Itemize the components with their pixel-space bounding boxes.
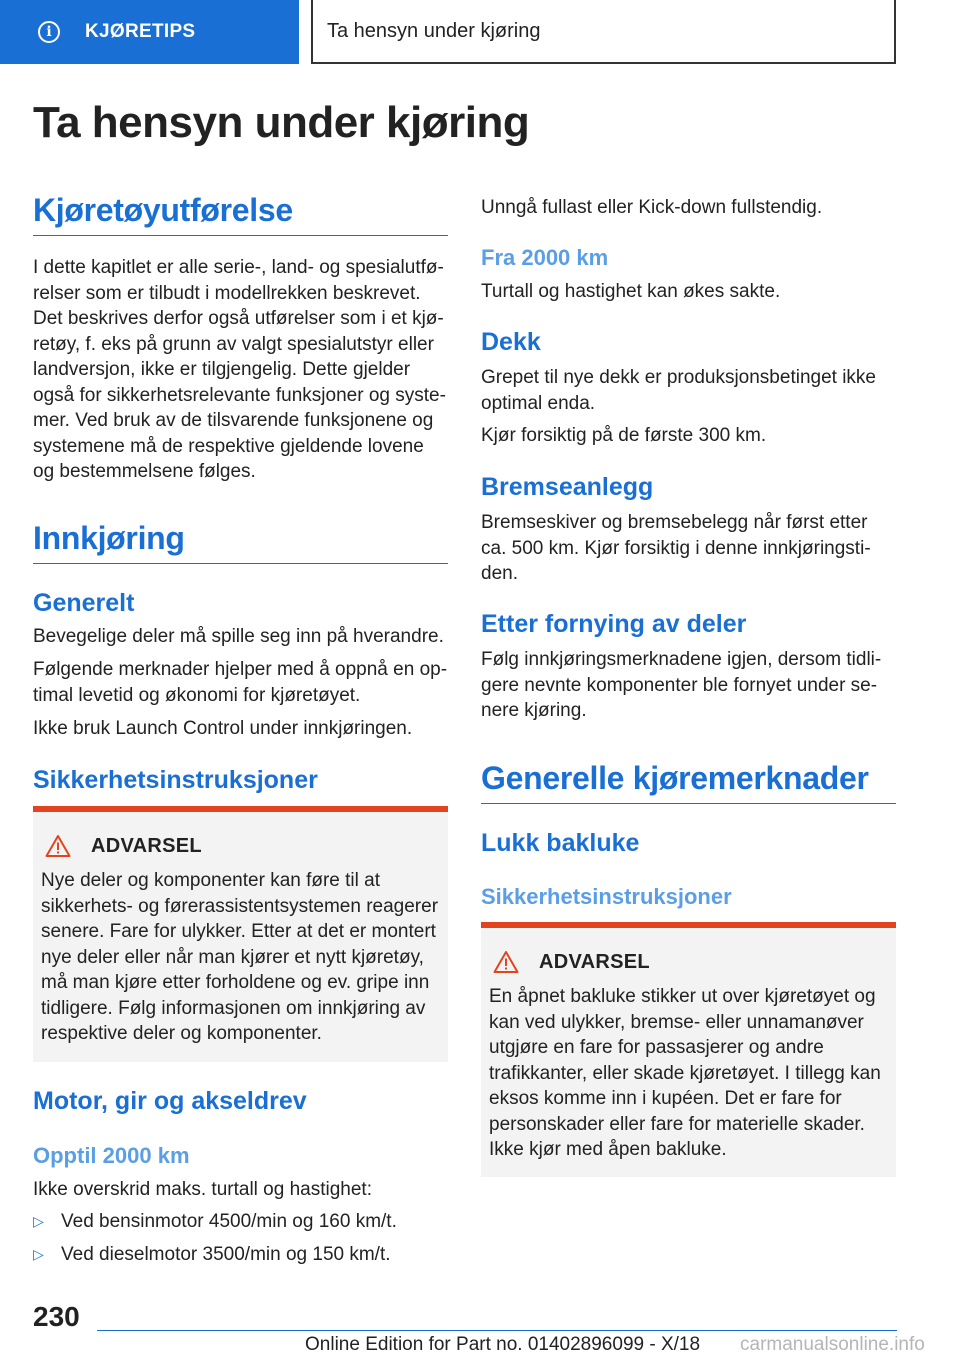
heading-opptil: Opptil 2000 km — [33, 1143, 190, 1168]
list-item: ▷ Ved bensinmotor 4500/min og 160 km/t. — [33, 1209, 448, 1235]
warning-label: ADVARSEL — [539, 950, 650, 973]
warning-box — [481, 922, 896, 1177]
paragraph-kjoretoyutforelse: I dette kapitlet er alle serie-, land- og spesialutførelser som er tilbudt i modellrekken beskrevet. Det beskrives derfor også utførelser som i et kjøretøy, f. eks på grunn av valgt spesialutstyr eller landversjon, ikke er tilgjengelig. Dette gjelder også for sikkerhetsrelevante funksjoner og systemer. Ved bruk av de tilsvarende funksjonene og systemene må de respektive gjeldende lovene og bestemmelsene følges. — [33, 257, 446, 482]
paragraph-intro: Unngå fullast eller Kick-down fullstendig. — [481, 197, 823, 218]
bullet-triangle-icon: ▷ — [33, 1246, 44, 1262]
chapter-tab[interactable] — [0, 0, 299, 64]
warning-label: ADVARSEL — [91, 834, 202, 857]
info-icon: i — [38, 21, 60, 43]
paragraph-generelt-3: Ikke bruk Launch Control under innkjøringen. — [33, 718, 413, 739]
section-title-box: Ta hensyn under kjøring — [311, 0, 896, 64]
heading-sikkerhetsinstruksjoner: Sikkerhetsinstruksjoner — [33, 766, 318, 794]
heading-fra-2000: Fra 2000 km — [481, 245, 609, 270]
footer-divider — [97, 1330, 897, 1331]
heading-etter-fornying: Etter fornying av deler — [481, 610, 747, 638]
heading-motor: Motor, gir og akseldrev — [33, 1087, 307, 1115]
heading-generelle: Generelle kjøremerknader — [481, 760, 896, 804]
paragraph-generelt-1: Bevegelige deler må spille seg inn på hverandre. — [33, 626, 444, 647]
heading-kjoretoyutforelse: Kjøretøyutførelse — [33, 192, 448, 236]
warning-box — [33, 806, 448, 1062]
heading-sikkerhetsinstruksjoner-2: Sikkerhetsinstruksjoner — [481, 884, 732, 909]
warning-text: En åpnet bakluke stikker ut over kjøretøyet og kan ved ulykker, bremse- eller unnamanøver utgjøre en fare for passasjerer og andre trafikkanter, eller skade kjøretøyet. I tillegg kan eksos komme inn i kupéen. Det er fare for personskader eller fare for materielle skader. Ikke kjør med åpen bakluke. — [489, 986, 881, 1160]
heading-innkjoring: Innkjøring — [33, 520, 448, 564]
paragraph-opptil: Ikke overskrid maks. turtall og hastighet: — [33, 1179, 372, 1200]
paragraph-etter-fornying: Følg innkjøringsmerknadene igjen, dersom tidligere nevnte komponenter ble fornyet under senere kjøring. — [481, 649, 882, 721]
warning-triangle-icon — [45, 834, 71, 858]
heading-generelt: Generelt — [33, 589, 135, 617]
paragraph-fra-2000: Turtall og hastighet kan økes sakte. — [481, 281, 781, 302]
page-title: Ta hensyn under kjøring — [33, 98, 530, 147]
page-number: 230 — [33, 1301, 80, 1332]
footer-watermark: carmanualsonline.info — [740, 1334, 925, 1355]
warning-triangle-icon — [493, 950, 519, 974]
chapter-tab-label: KJØRETIPS — [85, 21, 196, 42]
warning-text: Nye deler og komponenter kan føre til at sikkerhets- og førerassistentsystemen reagerer senere. Fare for ulykker. Etter at det er montert nye deler eller når man kjører et nytt kjøretøy, må man kjøre etter forholdene og ev. gripe inn tidligere. Følg informasjonen om innkjøring av respektive deler og komponenter. — [41, 870, 439, 1044]
paragraph-generelt-2: Følgende merknader hjelper med å oppnå en optimal levetid og økonomi for kjøretøyet. — [33, 659, 448, 706]
heading-lukk-bakluke: Lukk bakluke — [481, 829, 640, 857]
list-item: ▷ Ved dieselmotor 3500/min og 150 km/t. — [33, 1242, 448, 1268]
heading-dekk: Dekk — [481, 328, 541, 356]
footer-edition: Online Edition for Part no. 01402896099 - X/18 — [305, 1334, 701, 1355]
heading-bremseanlegg: Bremseanlegg — [481, 473, 654, 501]
paragraph-bremseanlegg: Bremseskiver og bremsebelegg når først etter ca. 500 km. Kjør forsiktig i denne innkjøringstiden. — [481, 512, 871, 584]
paragraph-dekk-2: Kjør forsiktig på de første 300 km. — [481, 425, 767, 446]
paragraph-dekk-1: Grepet til nye dekk er produksjonsbetinget ikke optimal enda. — [481, 367, 876, 414]
bullet-triangle-icon: ▷ — [33, 1213, 44, 1229]
